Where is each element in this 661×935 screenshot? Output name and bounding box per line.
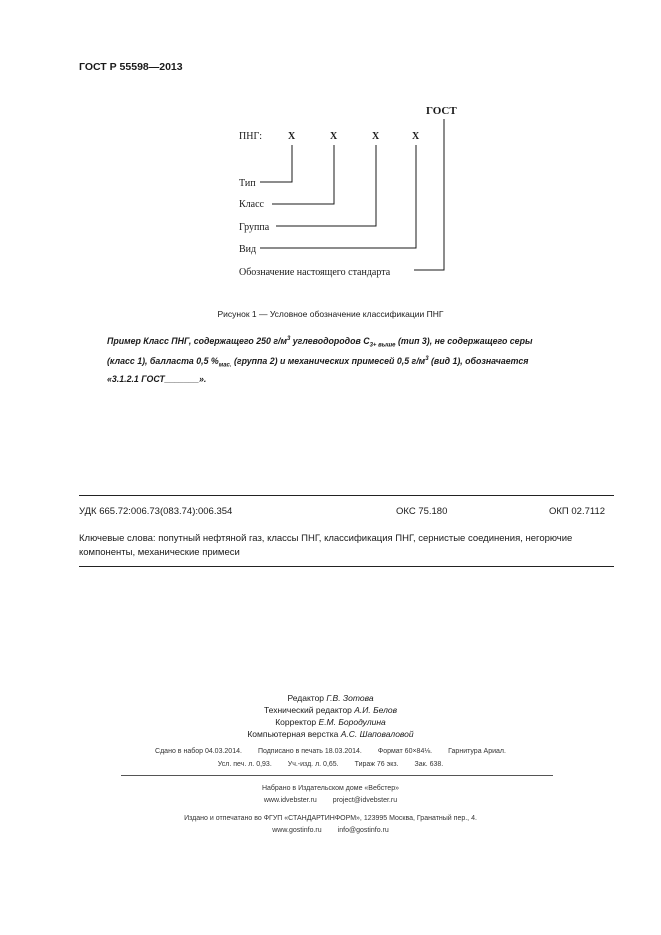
label-kind: Вид — [239, 244, 257, 255]
mark-group: X — [372, 131, 380, 142]
document-header: ГОСТ Р 55598—2013 — [79, 61, 183, 73]
credit-editor: Редактор Г.В. Зотова — [287, 693, 374, 703]
imprint-contacts-1: www.idvebster.ru project@idvebster.ru — [263, 797, 398, 804]
keywords: Ключевые слова: попутный нефтяной газ, классы ПНГ, классификация ПНГ, сернистые соединения, негорючие компоненты, механические примеси — [79, 533, 573, 558]
gost-label: ГОСТ — [426, 105, 457, 117]
example-paragraph: Пример Класс ПНГ, содержащего 250 $г/м^3$ углеводородов $С_{3+ выше}$ (тип 3), не содержащего серы (класс 1), балласта 0,5 $\%_{мас.}$ (группа 2) и механических примесей 0,5 $г/м^3$ (вид 1), обозначается «3.1.2.1 ГОСТ_______». — [107, 335, 533, 385]
udk-code: УДК 665.72:006.73(083.74):006.354 — [79, 506, 233, 517]
png-prefix: ПНГ: — [239, 131, 263, 142]
credit-corrector: Корректор Е.М. Бородулина — [275, 717, 386, 727]
divider-bottom — [79, 566, 614, 567]
label-type: Тип — [239, 178, 256, 189]
mark-kind: X — [412, 131, 420, 142]
mark-type: X — [288, 131, 296, 142]
label-class: Класс — [239, 199, 264, 210]
okp-code: ОКП 02.7112 — [549, 506, 606, 517]
imprint-line-2: Усл. печ. л. 0,93. Уч.-изд. л. 0,65. Тираж 76 экз. Зак. 638. — [217, 761, 444, 768]
imprint-printed: Издано и отпечатано во ФГУП «СТАНДАРТИНФОРМ», 123995 Москва, Гранатный пер., 4. — [184, 815, 477, 822]
mark-class: X — [330, 131, 338, 142]
oks-code: ОКС 75.180 — [396, 506, 448, 517]
imprint-typeset: Набрано в Издательском доме «Вебстер» — [261, 785, 400, 792]
label-standard: Обозначение настоящего стандарта — [239, 267, 391, 278]
credit-tech-editor: Технический редактор А.И. Белов — [263, 705, 398, 715]
imprint-contacts-2: www.gostinfo.ru info@gostinfo.ru — [272, 827, 389, 834]
imprint-divider — [121, 775, 553, 776]
credit-layout: Компьютерная верстка А.С. Шаповаловой — [247, 729, 414, 739]
divider-top — [79, 495, 614, 496]
imprint-line-1: Сдано в набор 04.03.2014. Подписано в печать 18.03.2014. Формат 60×84⅛. Гарнитура Ариал. — [155, 748, 506, 755]
figure-caption: Рисунок 1 — Условное обозначение классификации ПНГ — [217, 309, 444, 319]
label-group: Группа — [239, 222, 270, 233]
classification-diagram — [230, 100, 470, 285]
